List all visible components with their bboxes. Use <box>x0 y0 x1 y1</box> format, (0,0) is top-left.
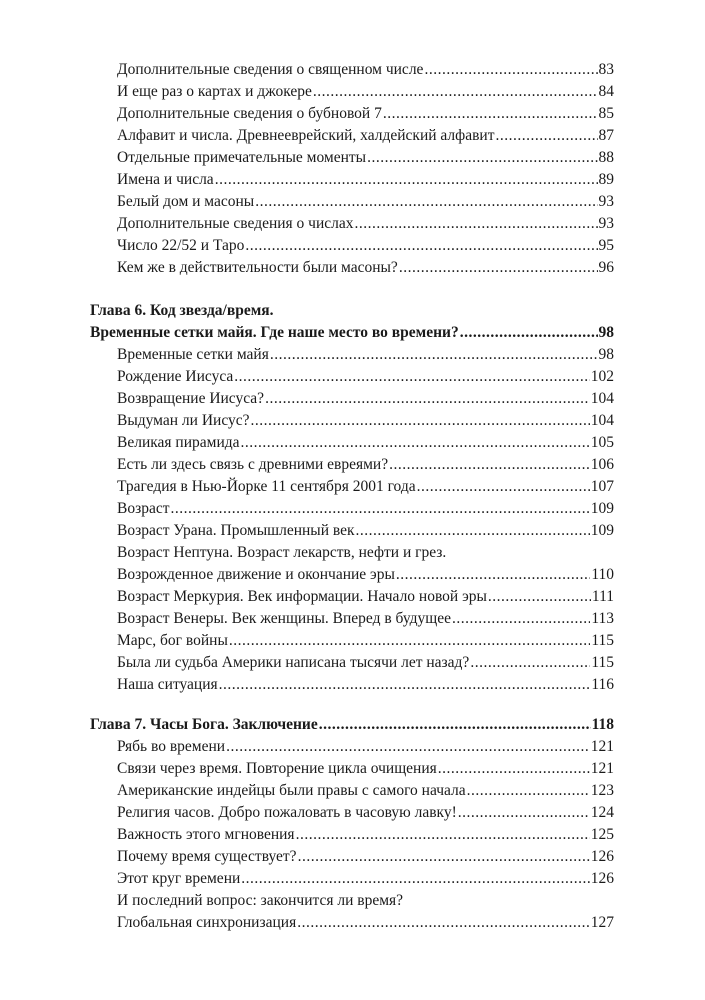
toc-entry <box>117 652 614 674</box>
toc-entry <box>117 388 614 410</box>
toc-entry <box>117 498 614 520</box>
toc-entry <box>117 213 614 235</box>
toc-entry-title: Трагедия в Нью-Йорке 11 сентября 2001 года <box>117 478 416 495</box>
toc-entry <box>117 802 614 824</box>
dot-leader <box>424 59 597 81</box>
toc-entry <box>117 520 614 542</box>
dot-leader <box>356 520 590 542</box>
toc-entry-title: Американские индейцы были правы с самого начала <box>117 782 466 799</box>
toc-entry-title: Возраст Урана. Промышленный век <box>117 522 355 539</box>
toc-entry-page: 98 <box>598 346 614 363</box>
toc-entry-page: 124 <box>590 804 614 821</box>
toc-entry-page: 126 <box>590 870 614 887</box>
toc-entry-page: 87 <box>598 127 614 144</box>
toc-entry-page: 89 <box>598 171 614 188</box>
toc-entry-title: Была ли судьба Америки написана тысячи лет назад? <box>117 654 470 671</box>
toc-entry-title: Дополнительные сведения о бубновой 7 <box>117 105 382 122</box>
dot-leader <box>270 344 598 366</box>
toc-entry-title: Алфавит и числа. Древнееврейский, халдейский алфавит <box>117 127 495 144</box>
toc-entry <box>117 476 614 498</box>
toc-entry-page: 109 <box>590 500 614 517</box>
dot-leader <box>245 235 597 257</box>
dot-leader <box>319 714 591 736</box>
dot-leader <box>229 630 590 652</box>
toc-entry-title: Этот круг времени <box>117 870 241 887</box>
toc-entry-page: 93 <box>598 215 614 232</box>
toc-entry <box>117 454 614 476</box>
dot-leader <box>399 257 598 279</box>
toc-entry-title: Временные сетки майя. Где наше место во времени? <box>90 324 459 341</box>
toc-entry-page: 107 <box>590 478 614 495</box>
toc-entry-title: Глава 7. Часы Бога. Заключение <box>90 716 318 733</box>
toc-entry <box>117 608 614 630</box>
toc-entry-page: 104 <box>590 412 614 429</box>
toc-entry <box>117 235 614 257</box>
toc-entry-page: 104 <box>590 390 614 407</box>
dot-leader <box>389 454 590 476</box>
dot-leader <box>226 736 590 758</box>
toc-entry-title: И еще раз о картах и джокере <box>117 83 312 100</box>
toc-entry <box>117 169 614 191</box>
dot-leader <box>313 81 598 103</box>
toc-entry-page: 115 <box>591 654 614 671</box>
chapter-entry <box>90 322 614 344</box>
toc-entry <box>117 736 614 758</box>
dot-leader <box>241 432 590 454</box>
toc-entry-title: Возраст Меркурия. Век информации. Начало новой эры <box>117 588 487 605</box>
toc-entry-page: 84 <box>598 83 614 100</box>
dot-leader <box>488 586 591 608</box>
toc-entry-page: 126 <box>590 848 614 865</box>
toc-entry <box>117 824 614 846</box>
toc-entry <box>117 846 614 868</box>
toc-entry-title: Важность этого мгновения <box>117 826 295 843</box>
toc-entry-page: 123 <box>590 782 614 799</box>
toc-entry-page: 109 <box>590 522 614 539</box>
toc-entry-title: И последний вопрос: закончится ли время? <box>117 892 404 909</box>
toc-entry <box>117 59 614 81</box>
dot-leader <box>234 366 589 388</box>
toc-entry-title: Кем же в действительности были масоны? <box>117 259 398 276</box>
toc-entry <box>117 257 614 279</box>
toc-entry-title: Возраст Нептуна. Возраст лекарств, нефти и грез. <box>117 544 447 561</box>
dot-leader <box>171 498 590 520</box>
toc-entry <box>117 410 614 432</box>
toc-entry-title: Возраст <box>117 500 170 517</box>
toc-entry-title: Рождение Иисуса <box>117 368 234 385</box>
chapter-entry <box>90 714 614 736</box>
toc-entry-title: Белый дом и масоны <box>117 193 255 210</box>
toc-entry-title: Возрожденное движение и окончание эры <box>117 566 395 583</box>
toc-entry <box>117 912 614 934</box>
toc-entry-page: 85 <box>598 105 614 122</box>
toc-entry-page: 93 <box>598 193 614 210</box>
toc-entry <box>117 586 614 608</box>
toc-entry-page: 116 <box>591 676 614 693</box>
toc-entry <box>117 191 614 213</box>
toc-entry-title: Рябь во времени <box>117 738 226 755</box>
toc-entry-title: Религия часов. Добро пожаловать в часовую лавку! <box>117 804 457 821</box>
dot-leader <box>417 476 590 498</box>
toc-entry-page: 110 <box>591 566 614 583</box>
toc-entry <box>117 758 614 780</box>
toc-entry <box>117 780 614 802</box>
dot-leader <box>265 388 590 410</box>
toc-entry <box>117 103 614 125</box>
toc-entry-title: Почему время существует? <box>117 848 297 865</box>
toc-entry <box>117 125 614 147</box>
toc-entry-title: Дополнительные сведения о числах <box>117 215 354 232</box>
dot-leader <box>251 410 590 432</box>
dot-leader <box>367 147 597 169</box>
toc-entry <box>117 344 614 366</box>
toc-entry-page: 83 <box>598 61 614 78</box>
toc-entry <box>117 564 614 586</box>
toc-entry-page: 127 <box>590 914 614 931</box>
dot-leader <box>495 125 597 147</box>
toc-entry <box>117 147 614 169</box>
toc-entry <box>117 81 614 103</box>
dot-leader <box>452 608 590 630</box>
toc-entry-title: Выдуман ли Иисус? <box>117 412 250 429</box>
chapter-heading: Глава 6. Код звезда/время. <box>90 302 274 319</box>
dot-leader <box>467 780 590 802</box>
toc-entry-page: 121 <box>590 738 614 755</box>
dot-leader <box>255 191 597 213</box>
toc-entry-title: Временные сетки майя <box>117 346 269 363</box>
toc-entry-page: 118 <box>591 716 614 733</box>
dot-leader <box>396 564 590 586</box>
toc-entry-title: Связи через время. Повторение цикла очищения <box>117 760 437 777</box>
dot-leader <box>219 674 591 696</box>
toc-entry <box>117 868 614 890</box>
toc-entry <box>117 630 614 652</box>
toc-entry-title: Есть ли здесь связь с древними евреями? <box>117 456 389 473</box>
toc-entry-page: 125 <box>590 826 614 843</box>
toc-entry-page: 102 <box>590 368 614 385</box>
dot-leader <box>241 868 589 890</box>
toc-entry-page: 111 <box>591 588 614 605</box>
toc-entry-title: Глобальная синхронизация <box>117 914 297 931</box>
dot-leader <box>470 652 590 674</box>
dot-leader <box>215 169 598 191</box>
toc-entry-page: 121 <box>590 760 614 777</box>
dot-leader <box>460 322 598 344</box>
toc-entry-title: Возраст Венеры. Век женщины. Вперед в будущее <box>117 610 451 627</box>
dot-leader <box>296 824 590 846</box>
toc-entry-title: Наша ситуация <box>117 676 218 693</box>
toc-entry-title: Имена и числа <box>117 171 214 188</box>
toc-entry-title: Марс, бог войны <box>117 632 228 649</box>
toc-entry-page: 113 <box>591 610 614 627</box>
dot-leader <box>438 758 590 780</box>
dot-leader <box>297 912 590 934</box>
toc-entry-title: Отдельные примечательные моменты <box>117 149 367 166</box>
toc-entry-page: 96 <box>598 259 614 276</box>
toc-entry <box>117 366 614 388</box>
dot-leader <box>458 802 590 824</box>
toc-entry-title: Возвращение Иисуса? <box>117 390 265 407</box>
toc-entry <box>117 432 614 454</box>
dot-leader <box>355 213 598 235</box>
toc-entry-title: Великая пирамида <box>117 434 240 451</box>
toc-entry <box>117 674 614 696</box>
toc-entry-page: 88 <box>598 149 614 166</box>
toc-entry-page: 106 <box>590 456 614 473</box>
toc-entry-page: 115 <box>591 632 614 649</box>
dot-leader <box>298 846 590 868</box>
toc-entry-page: 105 <box>590 434 614 451</box>
toc-entry-page: 98 <box>598 324 614 341</box>
toc-entry-page: 95 <box>598 237 614 254</box>
toc-entry-title: Число 22/52 и Таро <box>117 237 245 254</box>
dot-leader <box>383 103 598 125</box>
toc-entry-title: Дополнительные сведения о священном числе <box>117 61 424 78</box>
